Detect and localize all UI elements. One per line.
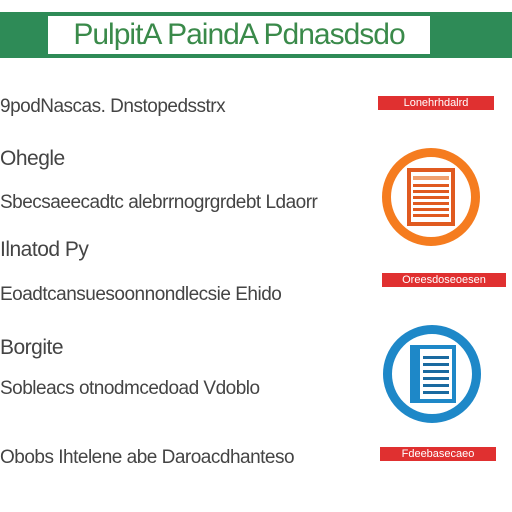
page-title: PulpitA PaindA Pdnasdsdo: [73, 18, 405, 51]
text-line: Ohegle: [0, 147, 65, 170]
tag-bottom: Fdeebasecaeo: [380, 447, 496, 461]
orange-circle: [382, 148, 480, 246]
blue-circle: [383, 325, 481, 423]
text-line: Obobs Ihtelene abe Daroacdhanteso: [0, 447, 295, 468]
text-line: 9podNascas. Dnstopedsstrx: [0, 96, 226, 117]
document-icon: [392, 334, 472, 414]
title-box: [48, 16, 430, 54]
text-line: Eoadtcansuesoonnondlecsie Ehido: [0, 284, 282, 305]
tag-middle: Oreesdoseoesen: [382, 273, 506, 287]
document-icon: [391, 157, 471, 237]
text-line: Ilnatod Py: [0, 238, 89, 261]
tag-top: Lonehrhdalrd: [378, 96, 494, 110]
text-line: Sobleacs otnodmcedoad Vdoblo: [0, 378, 260, 399]
text-line: Borgite: [0, 336, 64, 359]
header-banner: [0, 12, 512, 58]
text-line: Sbecsaeecadtc alebrrnogrgrdebt Ldaorr: [0, 192, 318, 213]
